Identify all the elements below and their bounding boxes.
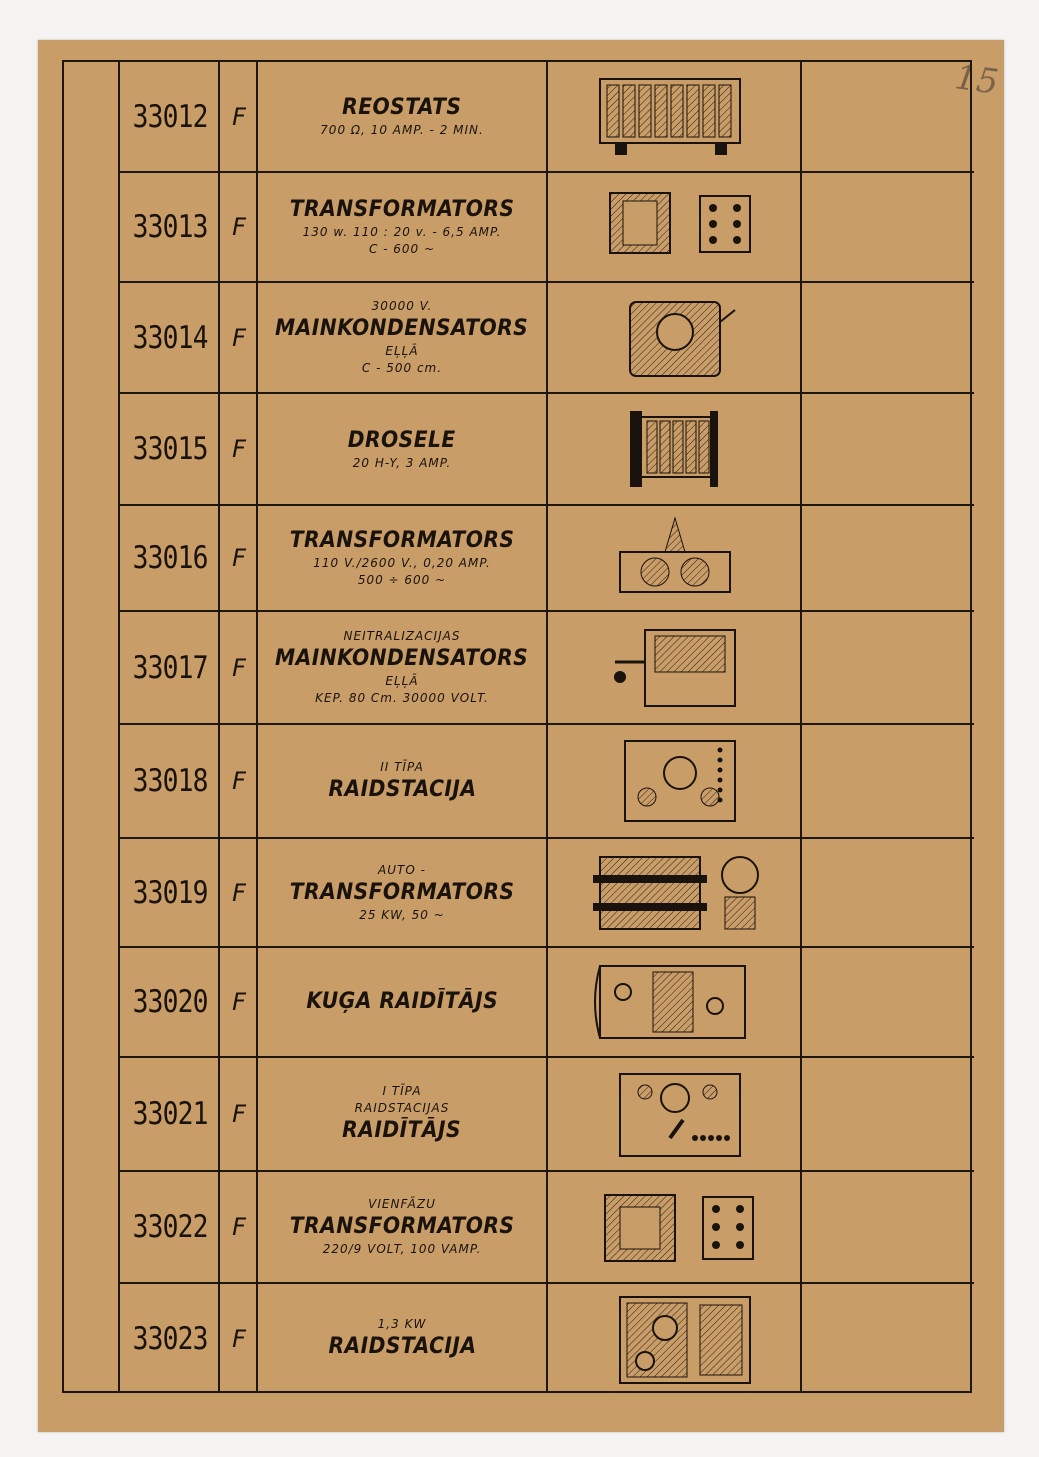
- table-row: [120, 1058, 974, 1172]
- single-phase-transformer-drawing: [575, 1181, 775, 1273]
- illustration-cell: [548, 62, 801, 171]
- catalog-table: [62, 60, 972, 1393]
- specification-line: EĻĻĀ: [385, 344, 419, 358]
- item-number-cell: [120, 1058, 220, 1170]
- item-number: 33015: [132, 431, 208, 467]
- equipment-name: KUĢA RAIDĪTĀJS: [306, 989, 498, 1014]
- notes-cell: [801, 62, 974, 171]
- equipment-name: RAIDSTACIJA: [327, 1334, 477, 1359]
- item-code-cell: [220, 1172, 258, 1282]
- specification-line: 700 Ω, 10 AMP. - 2 MIN.: [320, 123, 484, 137]
- description-prefix: AUTO -: [378, 862, 426, 877]
- specification-line: 25 KW, 50 ~: [359, 907, 445, 922]
- specification-line: 130 w. 110 : 20 v. - 6,5 AMP.: [302, 225, 502, 239]
- description-prefix: I TĪPA: [382, 1084, 422, 1098]
- table-row: [120, 506, 974, 612]
- table-row: [120, 62, 974, 173]
- item-number-cell: [120, 839, 220, 946]
- notes-cell: [801, 1284, 974, 1393]
- specification-line: 500 ÷ 600 ~: [357, 573, 447, 587]
- item-description: [258, 839, 546, 946]
- specification-line: C - 500 cm.: [361, 361, 443, 375]
- description-prefix: II TĪPA: [380, 759, 424, 774]
- item-number: 33019: [132, 874, 208, 911]
- item-description: [258, 62, 546, 171]
- equipment-name: REOSTATS: [342, 95, 462, 120]
- item-code: F: [232, 653, 246, 682]
- rheostat-drawing: [575, 71, 775, 163]
- item-code: F: [232, 213, 246, 241]
- item-number: 33020: [132, 984, 208, 1020]
- variable-capacitor-drawing: [575, 622, 775, 714]
- item-description: [258, 283, 546, 392]
- equipment-name: MAINKONDENSATORS: [275, 646, 529, 671]
- ship-transmitter-drawing: [575, 956, 775, 1048]
- item-description: [258, 725, 546, 837]
- item-code: F: [232, 435, 246, 463]
- description-prefix: NEITRALIZACIJAS: [343, 629, 461, 643]
- transmitter-drawing: [575, 1068, 775, 1160]
- description-prefix: 1,3 KW: [377, 1317, 427, 1331]
- item-code: F: [232, 1213, 246, 1241]
- item-description: [258, 948, 546, 1056]
- item-code: F: [232, 1324, 246, 1353]
- item-code: F: [232, 102, 246, 131]
- specification-line: EĻĻĀ: [385, 674, 419, 688]
- equipment-name: RAIDSTACIJA: [327, 776, 477, 802]
- item-number: 33023: [132, 1320, 208, 1357]
- item-code-cell: [220, 725, 258, 837]
- table-row: [120, 839, 974, 948]
- equipment-name: TRANSFORMATORS: [289, 197, 515, 222]
- item-number-cell: [120, 1284, 220, 1393]
- illustration-cell: [548, 1284, 801, 1393]
- notes-cell: [801, 1172, 974, 1282]
- item-number-cell: [120, 283, 220, 392]
- notes-cell: [801, 948, 974, 1056]
- item-number-cell: [120, 1172, 220, 1282]
- transformer-drawing: [575, 512, 775, 604]
- item-code: F: [232, 988, 246, 1016]
- item-code-cell: [220, 1284, 258, 1393]
- item-number: 33021: [132, 1096, 208, 1132]
- item-code-cell: [220, 173, 258, 281]
- notes-cell: [801, 173, 974, 281]
- item-number: 33013: [132, 209, 208, 245]
- corner-mark: 15: [952, 57, 1001, 103]
- radio-station-drawing: [575, 1293, 775, 1385]
- item-code-cell: [220, 283, 258, 392]
- illustration-cell: [548, 506, 801, 610]
- table-row: [120, 173, 974, 283]
- specification-line: 220/9 VOLT, 100 VAMP.: [322, 1242, 482, 1256]
- transformer-drawing: [575, 181, 775, 273]
- item-code: F: [232, 878, 246, 907]
- notes-cell: [801, 839, 974, 946]
- item-code-cell: [220, 394, 258, 504]
- autotransformer-drawing: [575, 847, 775, 939]
- item-description: [258, 394, 546, 504]
- equipment-name: MAINKONDENSATORS: [275, 316, 529, 341]
- table-row: [120, 612, 974, 725]
- notes-cell: [801, 506, 974, 610]
- item-number: 33014: [132, 319, 208, 356]
- item-number: 33012: [132, 98, 208, 135]
- capacitor-drawing: [575, 292, 775, 384]
- equipment-name: DROSELE: [348, 427, 456, 453]
- illustration-cell: [548, 1058, 801, 1170]
- item-number: 33018: [132, 763, 208, 799]
- item-number-cell: [120, 173, 220, 281]
- item-code-cell: [220, 506, 258, 610]
- specification-line: KEP. 80 Cm. 30000 VOLT.: [315, 691, 489, 705]
- item-number-cell: [120, 725, 220, 837]
- equipment-name: TRANSFORMATORS: [289, 1214, 515, 1239]
- table-row: [120, 1172, 974, 1284]
- item-number: 33022: [132, 1209, 208, 1245]
- illustration-cell: [548, 612, 801, 723]
- item-description: [258, 173, 546, 281]
- notes-cell: [801, 394, 974, 504]
- description-subprefix: RAIDSTACIJAS: [354, 1101, 450, 1115]
- item-code: F: [232, 1100, 246, 1128]
- item-code-cell: [220, 612, 258, 723]
- radio-station-drawing: [575, 735, 775, 827]
- item-description: [258, 1058, 546, 1170]
- table-row: [120, 1284, 974, 1393]
- equipment-name: TRANSFORMATORS: [289, 879, 515, 905]
- specification-line: C - 600 ~: [368, 242, 436, 256]
- item-description: [258, 612, 546, 723]
- specification-line: 20 H-Y, 3 AMP.: [352, 455, 452, 470]
- item-description: [258, 506, 546, 610]
- notes-cell: [801, 1058, 974, 1170]
- illustration-cell: [548, 725, 801, 837]
- notes-cell: [801, 612, 974, 723]
- item-description: [258, 1172, 546, 1282]
- description-prefix: VIENFĀZU: [368, 1197, 436, 1211]
- item-code: F: [232, 767, 246, 795]
- table-row: [120, 283, 974, 394]
- illustration-cell: [548, 948, 801, 1056]
- illustration-cell: [548, 283, 801, 392]
- item-number-cell: [120, 506, 220, 610]
- item-number-cell: [120, 612, 220, 723]
- table-row: [120, 394, 974, 506]
- notes-cell: [801, 283, 974, 392]
- specification-line: 110 V./2600 V., 0,20 AMP.: [313, 556, 491, 570]
- item-number-cell: [120, 62, 220, 171]
- notes-cell: [801, 725, 974, 837]
- item-code-cell: [220, 948, 258, 1056]
- item-number-cell: [120, 948, 220, 1056]
- item-code: F: [232, 544, 246, 572]
- item-description: [258, 1284, 546, 1393]
- item-code-cell: [220, 1058, 258, 1170]
- illustration-cell: [548, 1172, 801, 1282]
- equipment-name: TRANSFORMATORS: [289, 528, 515, 553]
- item-code-cell: [220, 839, 258, 946]
- choke-drawing: [575, 403, 775, 495]
- illustration-cell: [548, 173, 801, 281]
- item-number: 33016: [132, 540, 208, 576]
- table-row: [120, 948, 974, 1058]
- item-code-cell: [220, 62, 258, 171]
- item-code: F: [232, 323, 246, 352]
- equipment-name: RAIDĪTĀJS: [342, 1118, 462, 1143]
- illustration-cell: [548, 839, 801, 946]
- item-number: 33017: [132, 649, 208, 686]
- description-prefix: 30000 V.: [371, 299, 433, 313]
- illustration-cell: [548, 394, 801, 504]
- item-number-cell: [120, 394, 220, 504]
- table-row: [120, 725, 974, 839]
